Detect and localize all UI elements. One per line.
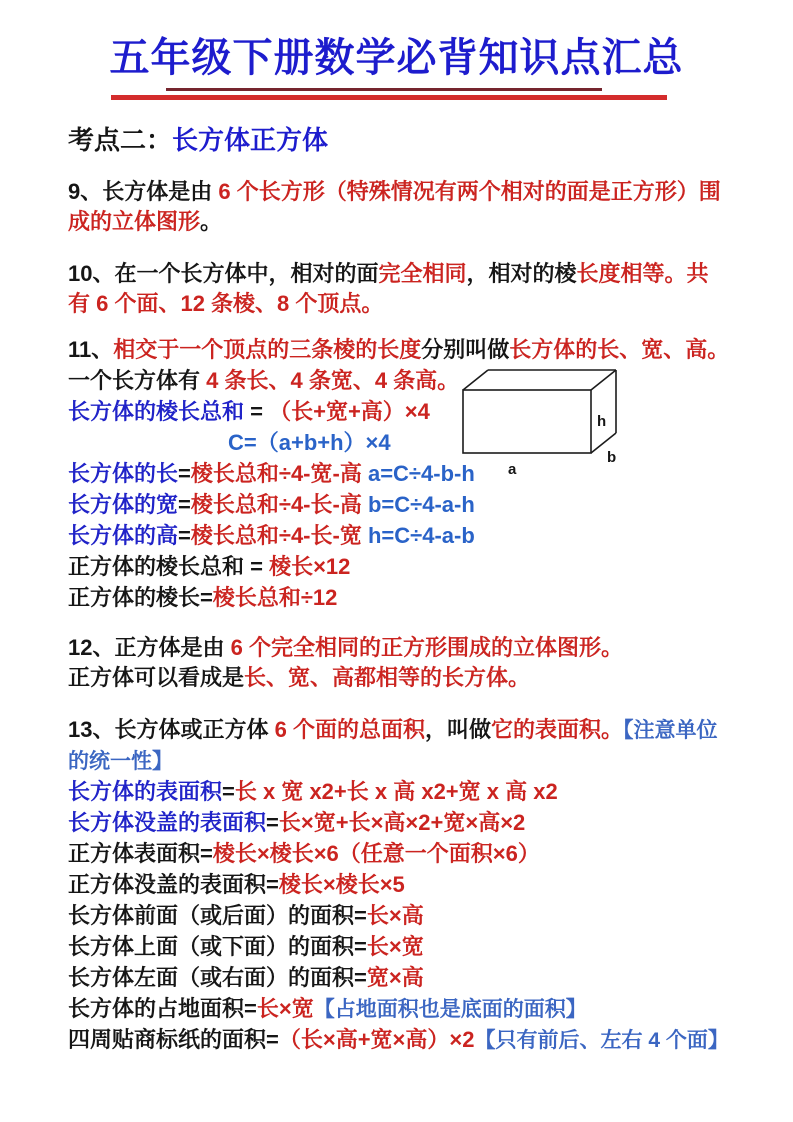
text-segment: 完全相同 xyxy=(378,261,467,286)
text-line xyxy=(68,551,768,582)
text-segment: a=C÷4-b-h xyxy=(361,461,475,486)
text-line xyxy=(68,458,768,489)
page-title: 五年级下册数学必背知识点汇总 xyxy=(109,36,684,80)
text-segment: 长方体左面（或右面）的面积= xyxy=(68,965,367,990)
text-line xyxy=(68,633,768,663)
text-segment: 长×宽 xyxy=(256,996,314,1021)
cuboid-diagram xyxy=(458,360,648,478)
title-underline-red xyxy=(111,95,667,100)
text-segment: 一个长方体有 xyxy=(68,368,207,393)
text-segment: 6 个完全相同的正方形围成的立体图形。 xyxy=(230,635,623,660)
text-segment: （长×高+宽×高）×2 xyxy=(278,1027,475,1052)
cuboid-label-height: h xyxy=(597,413,607,430)
text-line xyxy=(68,289,768,319)
text-segment: 正方体可以看成是 xyxy=(68,665,245,690)
text-segment: = xyxy=(178,523,191,548)
text-segment: 【只有前后、左右 4 个面】 xyxy=(474,1029,729,1052)
text-segment: 长、宽、高都相等的长方体。 xyxy=(244,665,531,690)
text-segment: b=C÷4-a-h xyxy=(361,492,475,517)
text-line xyxy=(68,993,768,1024)
text-line xyxy=(68,365,768,396)
text-segment: 4 条长、4 条宽、4 条高。 xyxy=(206,368,460,393)
text-segment: 长 x 宽 x2+长 x 高 x2+宽 x 高 x2 xyxy=(234,779,558,804)
cuboid-label-width: b xyxy=(607,449,617,466)
text-segment: 正方体的棱长总和 = xyxy=(68,554,270,579)
text-line xyxy=(68,259,768,289)
text-segment: 长方体的表面积 xyxy=(68,779,223,804)
text-segment: 11、 xyxy=(68,337,114,362)
text-segment: 正方体表面积= xyxy=(68,841,213,866)
text-line xyxy=(68,489,768,520)
text-segment: 棱长总和÷4-长-宽 xyxy=(190,523,362,548)
text-segment: 长方体的长、宽、高。 xyxy=(509,337,730,362)
text-segment: 12、正方体是由 xyxy=(68,635,231,660)
text-segment: 的统一性】 xyxy=(68,750,173,773)
text-segment: 长方体前面（或后面）的面积= xyxy=(68,903,367,928)
text-segment: 棱长总和÷4-长-高 xyxy=(190,492,362,517)
text-segment: = xyxy=(178,492,191,517)
text-segment: 长方体的高 xyxy=(68,523,179,548)
text-segment: 长×高 xyxy=(366,903,424,928)
text-segment: （长+宽+高）×4 xyxy=(269,399,430,424)
point-10 xyxy=(68,259,768,319)
text-segment: h=C÷4-a-b xyxy=(361,523,475,548)
point-12 xyxy=(68,633,768,693)
text-segment: 长方体的占地面积= xyxy=(68,996,257,1021)
text-segment: 正方体的棱长= xyxy=(68,585,213,610)
text-segment: 长×宽+长×高×2+宽×高×2 xyxy=(278,810,526,835)
text-line xyxy=(68,582,768,613)
text-line xyxy=(68,396,768,427)
text-line xyxy=(68,714,768,745)
text-segment: ，叫做 xyxy=(424,717,491,742)
text-segment: 6 个面的总面积 xyxy=(274,717,425,742)
point-11 xyxy=(68,334,768,613)
text-segment: 有 6 个面、12 条棱、8 个顶点。 xyxy=(68,291,384,316)
text-segment: 13、长方体或正方体 xyxy=(68,717,275,742)
text-line xyxy=(68,776,768,807)
text-segment: 长×宽 xyxy=(366,934,424,959)
text-line xyxy=(68,838,768,869)
text-segment: 棱长总和÷12 xyxy=(212,585,338,610)
point-9 xyxy=(68,177,768,237)
text-line xyxy=(68,900,768,931)
text-segment: 【注意单位 xyxy=(622,719,718,742)
text-segment: 长方体上面（或下面）的面积= xyxy=(68,934,367,959)
text-segment: 。 xyxy=(200,209,223,234)
text-segment: = xyxy=(178,461,191,486)
text-segment: 宽×高 xyxy=(366,965,424,990)
text-segment: 9、长方体是由 xyxy=(68,179,219,204)
text-segment: 棱长总和÷4-宽-高 xyxy=(190,461,362,486)
text-line xyxy=(68,427,768,458)
text-segment: 成的立体图形 xyxy=(68,209,201,234)
text-segment: 相交于一个顶点的三条棱的长度 xyxy=(113,337,422,362)
text-segment: = xyxy=(244,399,270,424)
cuboid-label-length: a xyxy=(508,461,517,478)
section-heading-prefix: 考点二： xyxy=(68,125,173,155)
text-segment: = xyxy=(222,779,235,804)
text-segment: 10、在一个长方体中，相对的面 xyxy=(68,261,379,286)
text-segment: 它的表面积。 xyxy=(490,717,623,742)
text-segment: 棱长×12 xyxy=(269,554,351,579)
text-line xyxy=(68,1024,768,1055)
text-line xyxy=(68,663,768,693)
text-line xyxy=(68,177,768,207)
text-line xyxy=(68,745,768,776)
text-segment: 长方体的长 xyxy=(68,461,179,486)
text-segment: 长方体没盖的表面积 xyxy=(68,810,267,835)
text-line xyxy=(68,807,768,838)
text-line xyxy=(68,207,768,237)
text-segment: 6 个长方形（特殊情况有两个相对的面是正方形）围 xyxy=(218,179,721,204)
text-segment: C=（a+b+h）×4 xyxy=(228,430,391,455)
text-line xyxy=(68,931,768,962)
point-13 xyxy=(68,714,768,1055)
text-segment: 长度相等。共 xyxy=(576,261,709,286)
text-segment: 分别叫做 xyxy=(421,337,510,362)
text-segment: 长方体的棱长总和 xyxy=(68,399,245,424)
text-segment: 四周贴商标纸的面积= xyxy=(68,1027,279,1052)
document-body xyxy=(68,177,768,1055)
text-segment: 棱长×棱长×5 xyxy=(278,872,405,897)
text-segment: = xyxy=(266,810,279,835)
text-line xyxy=(68,869,768,900)
text-line xyxy=(68,334,768,365)
text-segment: 【占地面积也是底面的面积】 xyxy=(313,998,587,1021)
text-segment: 长方体的宽 xyxy=(68,492,179,517)
text-segment: 正方体没盖的表面积= xyxy=(68,872,279,897)
text-line xyxy=(68,962,768,993)
cuboid-edges xyxy=(463,370,616,453)
title-underline-dark xyxy=(166,88,602,91)
text-line xyxy=(68,520,768,551)
text-segment: 棱长×棱长×6（任意一个面积×6） xyxy=(212,841,540,866)
text-segment: ，相对的棱 xyxy=(466,261,577,286)
section-heading-topic: 长方体正方体 xyxy=(172,125,329,155)
section-heading xyxy=(68,120,328,157)
